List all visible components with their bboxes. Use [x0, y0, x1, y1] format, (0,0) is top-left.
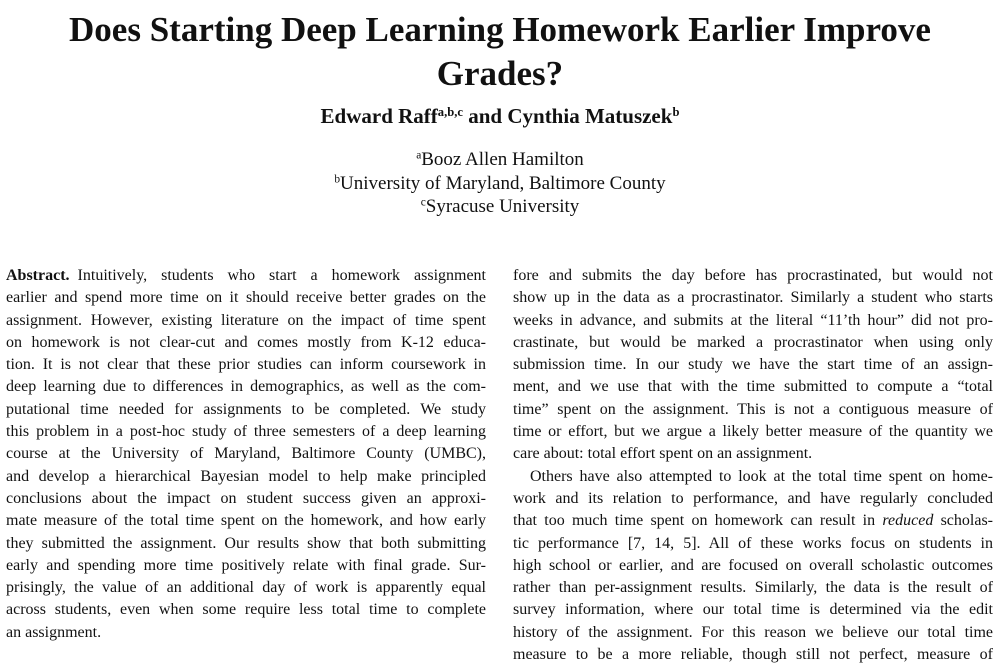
text-line: rather than per-assignment results. Similarly, the data is the result of [513, 579, 993, 597]
text-line: putational time needed for assignments to be completed. We study [6, 400, 486, 418]
affiliation: $^c$Syracuse University [420, 196, 580, 217]
text-line: conclusions about the impact on student success given an approxi- [6, 489, 486, 507]
paper-title [0, 8, 1000, 96]
text-line: show up in the data as a procrastinator. Similarly a student who starts [513, 289, 993, 307]
text-line: an assignment. [6, 623, 102, 641]
text-line: tion. It is not clear that these prior studies can inform coursework in [6, 356, 486, 374]
text-line: care about: total effort spent on an assignment. [513, 445, 813, 463]
emphasis: reduced [882, 512, 934, 530]
text-line: time or effort, but we argue a likely better measure of the quantity we [513, 423, 993, 441]
title-line: Grades? [436, 54, 564, 93]
text-line: crastinate, but would be marked a procrastinator when using only [513, 333, 993, 351]
text-line: high school or earlier, and are focused on overall scholastic outcomes [513, 556, 993, 574]
text-line: they submitted the assignment. Our results show that both submitting [6, 534, 486, 552]
author-conjunction: and [462, 104, 508, 128]
title-line: Does Starting Deep Learning Homework Earlier Improve [69, 10, 931, 49]
affiliation: $^b$University of Maryland, Baltimore County [334, 172, 666, 194]
text-line: on homework is not clear-cut and comes mostly from K-12 educa- [6, 333, 486, 351]
affiliations [0, 148, 1000, 219]
author-affiliation-marks: a,b,c [437, 105, 463, 120]
text-line: survey information, where our total time is determined via the edit [513, 601, 993, 619]
affiliation: $^a$Booz Allen Hamilton [416, 149, 584, 170]
author-name: Edward Raff [320, 104, 438, 128]
text-line: ment, and we use that with the time submitted to compute a “total [513, 378, 993, 396]
author-affiliation-marks: b [672, 105, 680, 120]
text-line: this problem in a post-hoc study of three semesters of a deep learning [6, 423, 486, 441]
text-line: assignment. However, existing literature on the impact of time spent [6, 311, 486, 329]
text-line: early and spending more time positively relate with final grade. Sur- [6, 556, 486, 574]
text-line: prisingly, the value of an additional day of work is apparently equal [6, 579, 486, 597]
text-line: fore and submits the day before has procrastinated, but would not [513, 267, 993, 284]
text-line: course at the University of Maryland, Baltimore County (UMBC), [6, 445, 486, 463]
text-line: deep learning due to differences in demographics, as well as the com- [6, 378, 486, 396]
text-line: submission time. In our study we have the start time of an assign- [513, 356, 993, 374]
author-name: Cynthia Matuszek [507, 104, 673, 128]
text-line: earlier and spend more time on it should receive better grades on the [6, 289, 486, 307]
text-line: work and its relation to performance, and have regularly concluded [513, 489, 993, 507]
text-line: time” spent on the assignment. This is not a contiguous measure of [513, 400, 993, 418]
text-line: Others have also attempted to look at the total time spent on home- [530, 467, 993, 485]
abstract-column [6, 265, 486, 644]
text-line: measure to be a more reliable, though still not perfect, measure of [513, 646, 993, 664]
text-line: mate measure of the total time spent on the homework, and how early [6, 512, 486, 530]
abstract-label: Abstract. [6, 267, 70, 284]
text-line: Abstract. Intuitively, students who start a homework assignment [6, 267, 486, 284]
text-line: history of the assignment. For this reason we believe our total time [513, 623, 993, 641]
text-line: and develop a hierarchical Bayesian model to help make principled [6, 467, 486, 485]
text-line: across students, even when some require less total time to complete [6, 601, 486, 619]
body-column [513, 265, 993, 666]
text-line: weeks in advance, and submits at the literal “11’th hour” did not pro- [513, 311, 993, 329]
text-line: tic performance [7, 14, 5]. All of these works focus on students in [513, 534, 993, 552]
author-list [0, 103, 1000, 129]
text-line: that too much time spent on homework can result in reduced scholas- [513, 512, 994, 530]
